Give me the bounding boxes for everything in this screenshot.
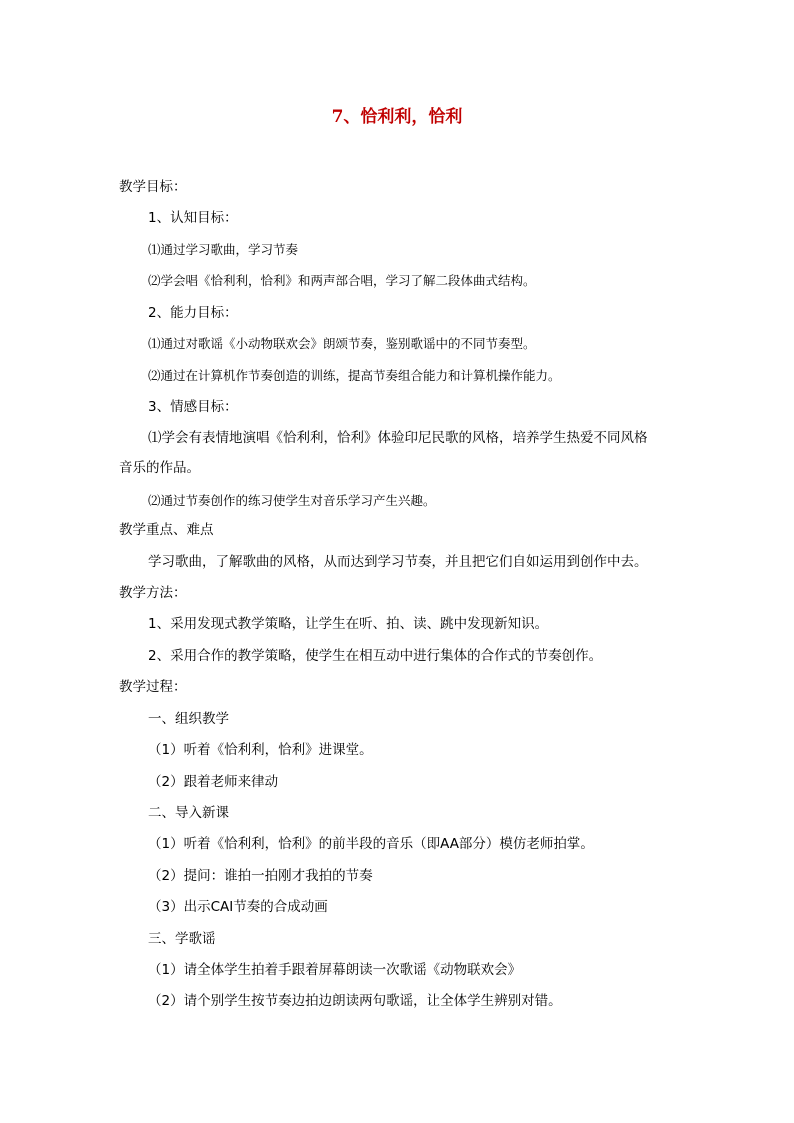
section-heading-methods: 教学方法：	[119, 585, 187, 601]
list-item: （1）听着《恰利利，恰利》的前半段的音乐（即AA部分）模仿老师拍掌。	[148, 836, 594, 852]
section-heading-process: 教学过程：	[119, 679, 187, 695]
subheading-emotion: 3、情感目标：	[148, 399, 238, 415]
list-item: ⑵学会唱《恰利利，恰利》和两声部合唱，学习了解二段体曲式结构。	[148, 273, 536, 288]
list-item: ⑵通过在计算机作节奏创造的训练，提高节奏组合能力和计算机操作能力。	[148, 368, 561, 383]
list-item: ⑴通过对歌谣《小动物联欢会》朗颂节奏，鉴别歌谣中的不同节奏型。	[148, 336, 536, 351]
subheading-ability: 2、能力目标：	[148, 305, 238, 321]
list-item: ⑴通过学习歌曲，学习节奏	[148, 242, 299, 257]
section-heading-key-points: 教学重点、难点	[119, 522, 214, 538]
subheading-cognitive: 1、认知目标：	[148, 210, 238, 226]
list-item: （3）出示CAI节奏的合成动画	[148, 899, 328, 915]
section-heading-objectives: 教学目标：	[119, 179, 187, 195]
list-item: ⑵通过节奏创作的练习使学生对音乐学习产生兴趣。	[148, 493, 436, 508]
subheading-step-3: 三、学歌谣	[148, 931, 216, 947]
list-item: ⑴学会有表情地演唱《恰利利，恰利》体验印尼民歌的风格，培养学生热爱不同风格	[148, 430, 648, 446]
list-item: 2、采用合作的教学策略，使学生在相互动中进行集体的合作式的节奏创作。	[148, 648, 603, 664]
list-item-continuation: 音乐的作品。	[119, 460, 200, 476]
document-title: 7、恰利利，恰利	[331, 107, 463, 127]
list-item: （1）听着《恰利利，恰利》进课堂。	[148, 742, 373, 758]
list-item: （2）提问：谁拍一拍刚才我拍的节奏	[148, 868, 373, 884]
list-item: （2）请个别学生按节奏边拍边朗读两句歌谣，让全体学生辨别对错。	[148, 993, 562, 1009]
list-item: （2）跟着老师来律动	[148, 774, 279, 790]
paragraph: 学习歌曲，了解歌曲的风格，从而达到学习节奏，并且把它们自如运用到创作中去。	[148, 554, 648, 570]
list-item: （1）请全体学生拍着手跟着屏幕朗读一次歌谣《动物联欢会》	[148, 962, 522, 978]
subheading-step-2: 二、导入新课	[148, 805, 229, 821]
list-item: 1、采用发现式教学策略，让学生在听、拍、读、跳中发现新知识。	[148, 616, 549, 632]
subheading-step-1: 一、组织教学	[148, 711, 229, 727]
